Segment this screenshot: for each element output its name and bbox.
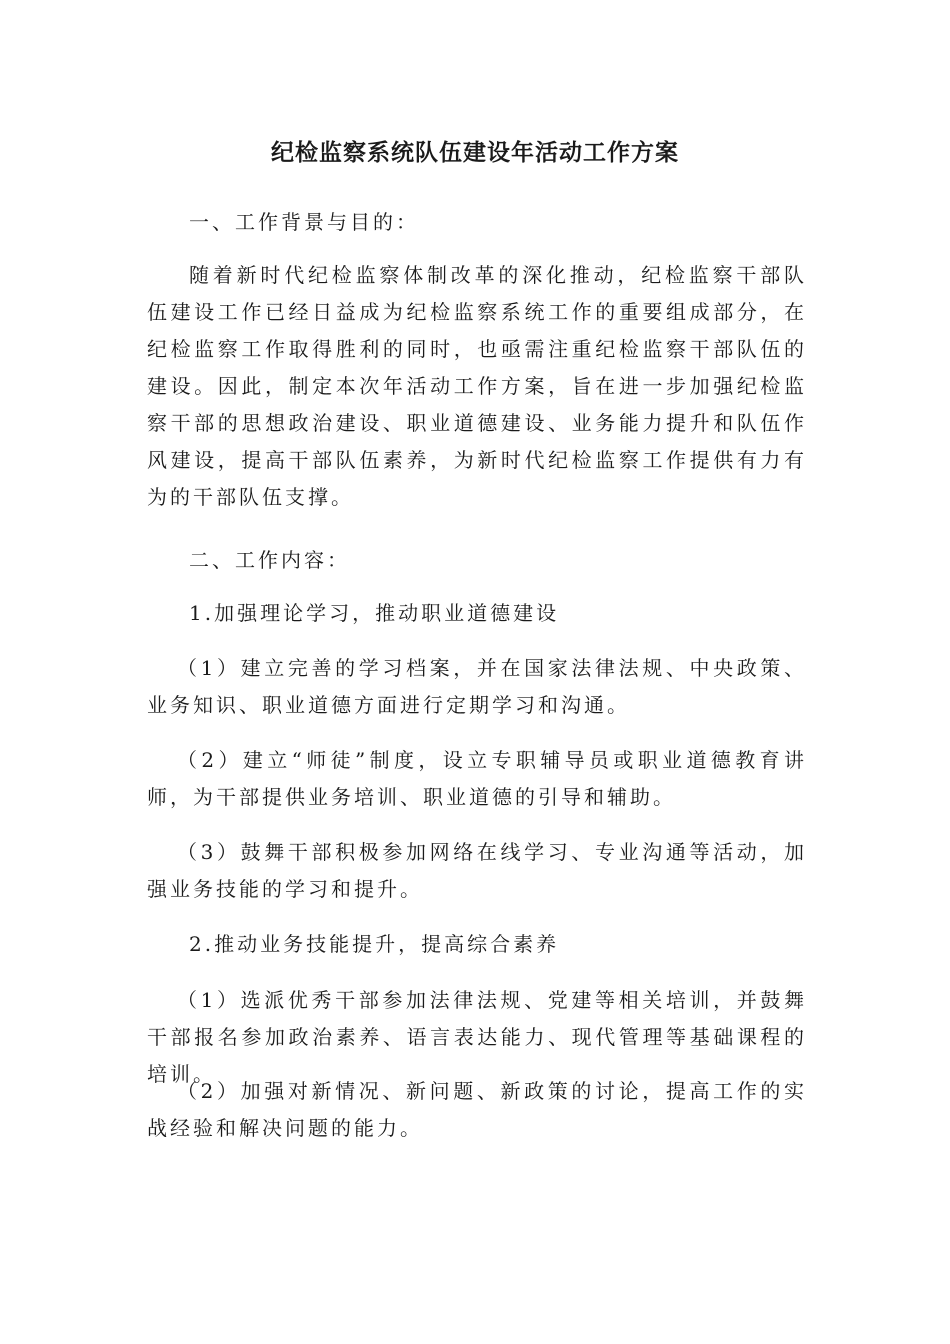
subsection-heading-2: 2.推动业务技能提升，提高综合素养 <box>189 932 560 956</box>
list-item-1-2: （2）建立“师徒”制度，设立专职辅导员或职业道德教育讲师，为干部提供业务培训、职业道德的引导和辅助。 <box>147 748 807 809</box>
list-item-2-1: （1）选派优秀干部参加法律法规、党建等相关培训，并鼓舞干部报名参加政治素养、语言表达能力、现代管理等基础课程的培训。 <box>147 988 807 1086</box>
paragraph-background: 随着新时代纪检监察体制改革的深化推动，纪检监察干部队伍建设工作已经日益成为纪检监察系统工作的重要组成部分，在纪检监察工作取得胜利的同时，也亟需注重纪检监察干部队伍的建设。因此，制定本次年活动工作方案，旨在进一步加强纪检监察干部的思想政治建设、职业道德建设、业务能力提升和队伍作风建设，提高干部队伍素养，为新时代纪检监察工作提供有力有为的干部队伍支撑。 <box>147 263 807 509</box>
subsection-heading-1: 1.加强理论学习，推动职业道德建设 <box>189 601 560 625</box>
document-title: 纪检监察系统队伍建设年活动工作方案 <box>271 140 679 166</box>
section-heading-background: 一、工作背景与目的： <box>189 210 419 234</box>
list-item-2-2: （2）加强对新情况、新问题、新政策的讨论，提高工作的实战经验和解决问题的能力。 <box>147 1079 807 1140</box>
section-heading-content: 二、工作内容： <box>189 548 350 572</box>
list-item-1-1: （1）建立完善的学习档案，并在国家法律法规、中央政策、业务知识、职业道德方面进行定期学习和沟通。 <box>147 656 807 717</box>
list-item-1-3: （3）鼓舞干部积极参加网络在线学习、专业沟通等活动，加强业务技能的学习和提升。 <box>147 840 807 901</box>
